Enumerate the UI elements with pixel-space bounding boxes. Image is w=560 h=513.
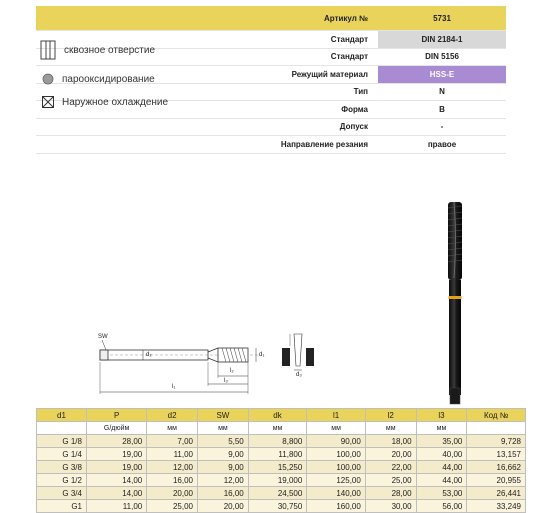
table-cell: 28,00 (86, 435, 146, 448)
table-cell: 8,800 (248, 435, 307, 448)
dimensions-table (36, 408, 526, 513)
table-cell: 33,249 (467, 500, 526, 513)
table-cell: 44,00 (416, 474, 467, 487)
table-cell: 19,000 (248, 474, 307, 487)
table-row (37, 435, 526, 448)
legend-label: сквозное отверстие (64, 44, 156, 56)
spec-value: правое (427, 139, 457, 149)
column-header: SW (198, 409, 249, 422)
spec-value: - (440, 122, 444, 132)
spec-label: Допуск (339, 122, 368, 132)
spec-value: B (439, 104, 445, 114)
unit-cell (467, 422, 526, 435)
table-cell: 26,441 (467, 487, 526, 500)
spec-label: Режущий материал (291, 69, 368, 79)
table-cell: 20,00 (147, 487, 198, 500)
spec-value: N (439, 87, 445, 97)
tap-product-image (430, 198, 480, 408)
l3-label: l₃ (224, 378, 228, 384)
table-cell: 140,00 (307, 487, 366, 500)
unit-cell: мм (198, 422, 249, 435)
spec-label: Стандарт (330, 52, 368, 62)
table-cell: 30,00 (365, 500, 416, 513)
l2-label: l₂ (230, 368, 234, 374)
column-header: d2 (147, 409, 198, 422)
column-header: l3 (416, 409, 467, 422)
d1-label: d₁ (259, 352, 265, 358)
legend-steam-oxide (42, 73, 155, 85)
table-cell: 44,00 (416, 461, 467, 474)
spec-label: Стандарт (330, 34, 368, 44)
d2-label: d₂ (146, 352, 152, 358)
unit-cell: мм (307, 422, 366, 435)
table-cell: 30,750 (248, 500, 307, 513)
d3-label: d₃ (296, 372, 302, 378)
table-cell: 18,00 (365, 435, 416, 448)
table-cell: G1 (37, 500, 87, 513)
spec-header-row (36, 6, 506, 31)
unit-cell (37, 422, 87, 435)
legend-external-cooling (42, 96, 168, 108)
spec-label: Форма (341, 104, 368, 114)
tap-drawing-svg (88, 330, 328, 398)
table-cell: 14,00 (86, 474, 146, 487)
column-header: dk (248, 409, 307, 422)
table-cell: 13,157 (467, 448, 526, 461)
table-cell: 7,00 (147, 435, 198, 448)
table-cell: 16,00 (198, 487, 249, 500)
spec-value: DIN 5156 (425, 52, 459, 62)
table-cell: 160,00 (307, 500, 366, 513)
table-cell: 12,00 (198, 474, 249, 487)
table-header-row (37, 409, 526, 422)
table-cell: 20,955 (467, 474, 526, 487)
article-label: Артикул № (36, 6, 378, 30)
table-cell: G 1/2 (37, 474, 87, 487)
table-row (37, 487, 526, 500)
unit-cell: мм (416, 422, 467, 435)
unit-cell: G/дюйм (86, 422, 146, 435)
table-row (37, 500, 526, 513)
table-cell: 12,00 (147, 461, 198, 474)
legend-label: Наружное охлаждение (62, 96, 169, 108)
table-cell: G 3/8 (37, 461, 87, 474)
table-cell: 90,00 (307, 435, 366, 448)
article-value: 5731 (378, 6, 506, 30)
column-header: d1 (37, 409, 87, 422)
table-cell: 35,00 (416, 435, 467, 448)
legend-through-hole (40, 40, 155, 60)
spec-row (36, 136, 506, 154)
through-hole-icon (40, 40, 56, 60)
spec-value: HSS-E (378, 66, 506, 83)
column-header: l1 (307, 409, 366, 422)
table-cell: 16,662 (467, 461, 526, 474)
column-header: l2 (365, 409, 416, 422)
table-cell: 40,00 (416, 448, 467, 461)
table-cell: 15,250 (248, 461, 307, 474)
table-cell: 125,00 (307, 474, 366, 487)
spec-label: Тип (353, 87, 368, 97)
table-cell: 100,00 (307, 448, 366, 461)
table-cell: G 1/8 (37, 435, 87, 448)
table-cell: 9,00 (198, 461, 249, 474)
tap-drawing (88, 330, 328, 398)
table-cell: 16,00 (147, 474, 198, 487)
legend-label: парооксидирование (62, 73, 155, 85)
table-cell: 53,00 (416, 487, 467, 500)
steam-oxide-icon (42, 73, 54, 85)
table-cell: 19,00 (86, 448, 146, 461)
table-cell: 24,500 (248, 487, 307, 500)
table-cell: 20,00 (365, 448, 416, 461)
column-header: Код № (467, 409, 526, 422)
table-row (37, 461, 526, 474)
table-body (37, 435, 526, 513)
unit-cell: мм (248, 422, 307, 435)
table-cell: 9,728 (467, 435, 526, 448)
unit-cell: мм (147, 422, 198, 435)
spec-row (36, 119, 506, 137)
table-cell: G 1/4 (37, 448, 87, 461)
table-cell: 19,00 (86, 461, 146, 474)
table-cell: 25,00 (147, 500, 198, 513)
table-cell: 56,00 (416, 500, 467, 513)
table-cell: 9,00 (198, 448, 249, 461)
spec-value: DIN 2184-1 (378, 31, 506, 48)
table-row (37, 448, 526, 461)
table-cell: 25,00 (365, 474, 416, 487)
l1-label: l₁ (172, 384, 176, 390)
unit-cell: мм (365, 422, 416, 435)
table-cell: 22,00 (365, 461, 416, 474)
table-row (37, 474, 526, 487)
table-cell: 14,00 (86, 487, 146, 500)
column-header: P (86, 409, 146, 422)
table-cell: 100,00 (307, 461, 366, 474)
table-cell: 11,00 (147, 448, 198, 461)
table-cell: 20,00 (198, 500, 249, 513)
table-cell: 28,00 (365, 487, 416, 500)
table-cell: 11,00 (86, 500, 146, 513)
table-cell: G 3/4 (37, 487, 87, 500)
sw-label: SW (98, 334, 108, 340)
spec-label: Направление резания (280, 139, 368, 149)
external-cooling-icon (42, 96, 54, 108)
table-cell: 5,50 (198, 435, 249, 448)
table-units-row (37, 422, 526, 435)
table-cell: 11,800 (248, 448, 307, 461)
